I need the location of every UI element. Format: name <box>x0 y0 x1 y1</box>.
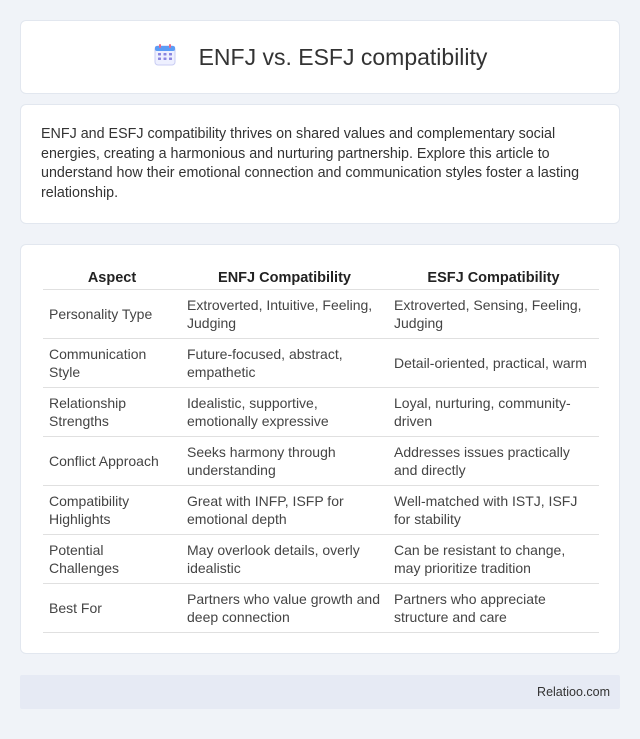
table-header-row <box>43 265 599 290</box>
table-row <box>43 535 599 584</box>
aspect-cell: Communication Style <box>43 339 181 388</box>
enfj-cell: Extroverted, Intuitive, Feeling, Judging <box>181 290 388 339</box>
aspect-cell: Best For <box>43 584 181 633</box>
enfj-cell: Seeks harmony through understanding <box>181 437 388 486</box>
table-row <box>43 437 599 486</box>
esfj-cell: Detail-oriented, practical, warm <box>388 339 599 388</box>
enfj-cell: Future-focused, abstract, empathetic <box>181 339 388 388</box>
footer-brand: Relatioo.com <box>537 685 610 699</box>
table-row <box>43 339 599 388</box>
aspect-cell: Compatibility Highlights <box>43 486 181 535</box>
esfj-cell: Extroverted, Sensing, Feeling, Judging <box>388 290 599 339</box>
enfj-cell: May overlook details, overly idealistic <box>181 535 388 584</box>
table-card <box>20 244 620 654</box>
esfj-cell: Loyal, nurturing, community-driven <box>388 388 599 437</box>
table-row <box>43 486 599 535</box>
table-row <box>43 290 599 339</box>
compatibility-table <box>43 265 599 633</box>
page-title: ENFJ vs. ESFJ compatibility <box>198 43 488 70</box>
header-esfj: ESFJ Compatibility <box>388 265 599 290</box>
footer <box>20 675 620 709</box>
esfj-cell: Can be resistant to change, may prioritize tradition <box>388 535 599 584</box>
title-card <box>20 20 620 94</box>
table-row <box>43 388 599 437</box>
intro-paragraph: ENFJ and ESFJ compatibility thrives on shared values and complementary social energies, creating a harmonious and nurturing partnership. Explore this article to understand how their emotional connection and communication styles foster a lasting relationship. <box>41 126 580 201</box>
enfj-cell: Idealistic, supportive, emotionally expressive <box>181 388 388 437</box>
title-wrap <box>153 43 488 72</box>
calendar-icon <box>153 43 177 72</box>
aspect-cell: Personality Type <box>43 290 181 339</box>
header-enfj: ENFJ Compatibility <box>181 265 388 290</box>
esfj-cell: Well-matched with ISTJ, ISFJ for stability <box>388 486 599 535</box>
esfj-cell: Partners who appreciate structure and care <box>388 584 599 633</box>
aspect-cell: Relationship Strengths <box>43 388 181 437</box>
intro-card <box>20 104 620 224</box>
enfj-cell: Great with INFP, ISFP for emotional depth <box>181 486 388 535</box>
esfj-cell: Addresses issues practically and directly <box>388 437 599 486</box>
enfj-cell: Partners who value growth and deep connection <box>181 584 388 633</box>
header-aspect: Aspect <box>43 265 181 290</box>
aspect-cell: Conflict Approach <box>43 437 181 486</box>
aspect-cell: Potential Challenges <box>43 535 181 584</box>
table-row <box>43 584 599 633</box>
